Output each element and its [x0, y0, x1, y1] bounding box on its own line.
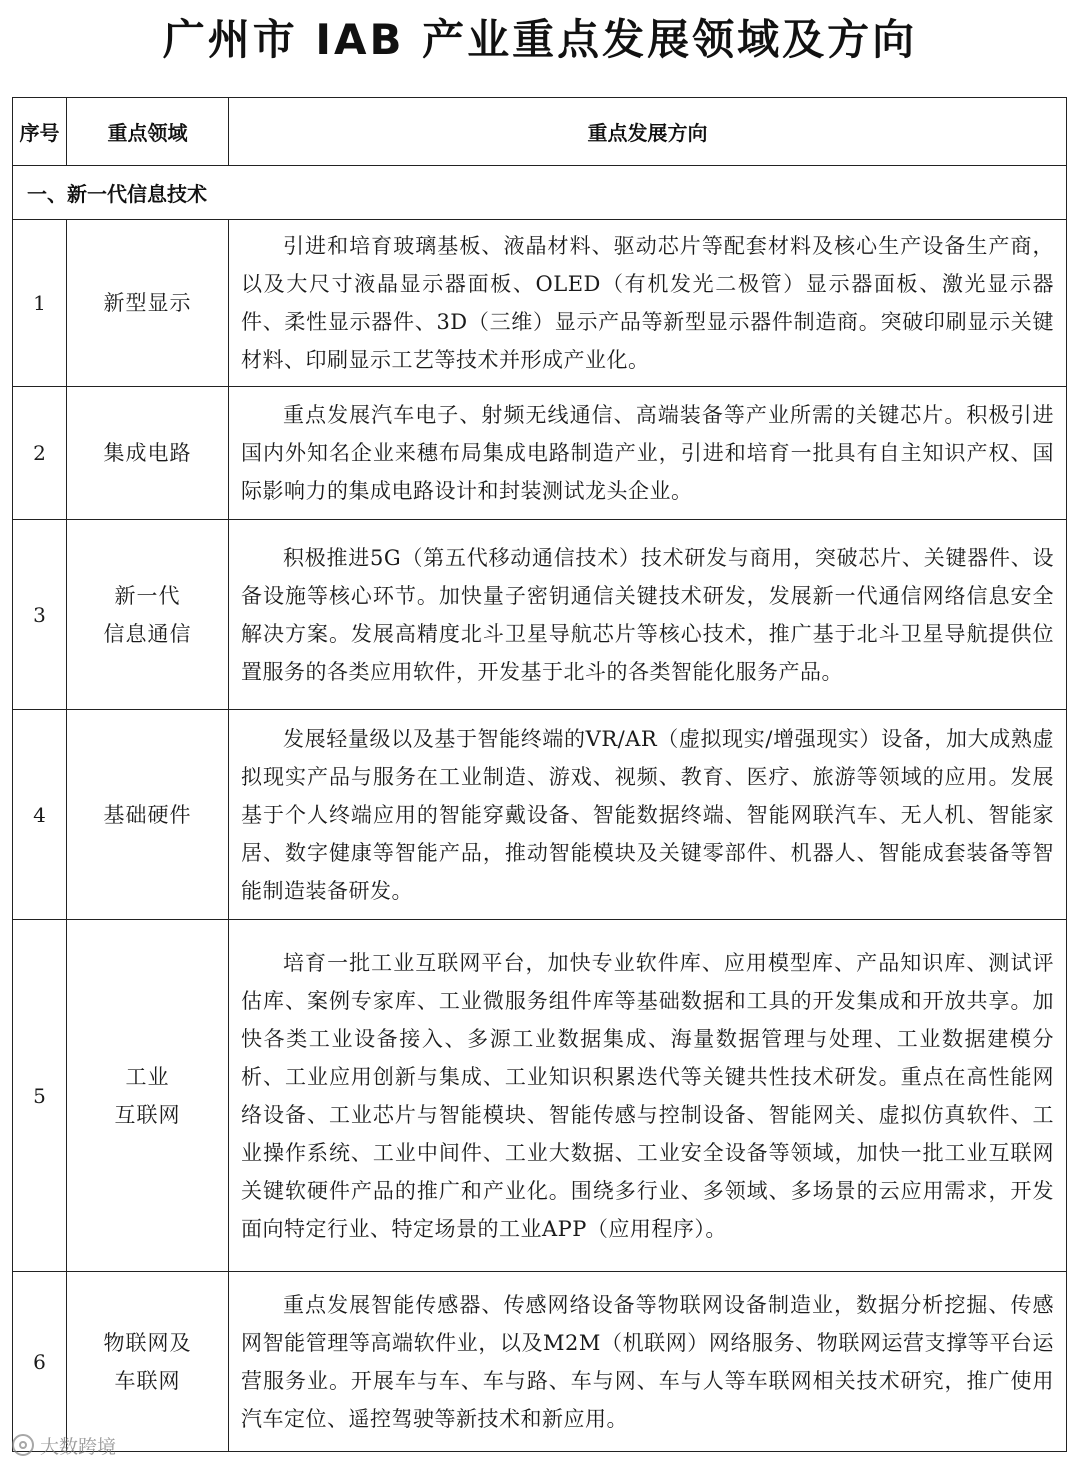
header-num: 序号	[13, 98, 67, 166]
table-row	[13, 1272, 1067, 1452]
row-domain-line: 车联网	[114, 1368, 181, 1393]
row-direction: 积极推进5G（第五代移动通信技术）技术研发与商用，突破芯片、关键器件、设备设施等核心环节。加快量子密钥通信关键技术研发，发展新一代通信网络信息安全解决方案。发展高精度北斗卫星导航芯片等核心技术，推广基于北斗卫星导航提供位置服务的各类应用软件，开发基于北斗的各类智能化服务产品。	[229, 520, 1067, 710]
table-row	[13, 520, 1067, 710]
row-domain-line: 新型显示	[103, 291, 192, 315]
row-num: 4	[13, 710, 67, 920]
watermark-logo-icon	[12, 1434, 34, 1456]
table-row	[13, 387, 1067, 520]
row-direction: 引进和培育玻璃基板、液晶材料、驱动芯片等配套材料及核心生产设备生产商，以及大尺寸液晶显示器面板、OLED（有机发光二极管）显示器面板、激光显示器件、柔性显示器件、3D（三维）显示产品等新型显示器件制造商。突破印刷显示关键材料、印刷显示工艺等技术并形成产业化。	[229, 220, 1067, 387]
section-title: 一、新一代信息技术	[13, 166, 1067, 220]
row-num: 6	[13, 1272, 67, 1452]
row-direction: 重点发展智能传感器、传感网络设备等物联网设备制造业，数据分析挖掘、传感网智能管理等高端软件业，以及M2M（机联网）网络服务、物联网运营支撑等平台运营服务业。开展车与车、车与路、车与网、车与人等车联网相关技术研究，推广使用汽车定位、遥控驾驶等新技术和新应用。	[229, 1272, 1067, 1452]
row-domain-line: 互联网	[114, 1102, 181, 1127]
table-row	[13, 920, 1067, 1272]
page-title: 广州市 IAB 产业重点发展领域及方向	[162, 15, 918, 64]
row-domain-line: 工业	[125, 1064, 170, 1089]
watermark-text: 大数跨境	[40, 1435, 117, 1458]
row-num: 5	[13, 920, 67, 1272]
row-domain	[67, 220, 229, 387]
row-domain	[67, 1272, 229, 1452]
row-num: 3	[13, 520, 67, 710]
header-domain: 重点领域	[67, 98, 229, 166]
row-domain-line: 物联网及	[103, 1330, 192, 1355]
table-header-row	[13, 98, 1067, 166]
table-row	[13, 220, 1067, 387]
row-domain	[67, 920, 229, 1272]
row-domain-line: 集成电路	[103, 441, 192, 465]
row-num: 2	[13, 387, 67, 520]
section-row	[13, 166, 1067, 220]
row-domain-line: 基础硬件	[103, 802, 192, 827]
row-direction: 发展轻量级以及基于智能终端的VR/AR（虚拟现实/增强现实）设备，加大成熟虚拟现实产品与服务在工业制造、游戏、视频、教育、医疗、旅游等领域的应用。发展基于个人终端应用的智能穿戴设备、智能数据终端、智能网联汽车、无人机、智能家居、数字健康等智能产品，推动智能模块及关键零部件、机器人、智能成套装备等智能制造装备研发。	[229, 710, 1067, 920]
watermark	[12, 1430, 116, 1460]
table-row	[13, 710, 1067, 920]
header-direction: 重点发展方向	[229, 98, 1067, 166]
row-domain	[67, 387, 229, 520]
row-domain	[67, 520, 229, 710]
row-domain	[67, 710, 229, 920]
row-direction: 培育一批工业互联网平台，加快专业软件库、应用模型库、产品知识库、测试评估库、案例专家库、工业微服务组件库等基础数据和工具的开发集成和开放共享。加快各类工业设备接入、多源工业数据集成、海量数据管理与处理、工业数据建模分析、工业应用创新与集成、工业知识积累迭代等关键共性技术研发。重点在高性能网络设备、工业芯片与智能模块、智能传感与控制设备、智能网关、虚拟仿真软件、工业操作系统、工业中间件、工业大数据、工业安全设备等领域，加快一批工业互联网关键软硬件产品的推广和产业化。围绕多行业、多领域、多场景的云应用需求，开发面向特定行业、特定场景的工业APP（应用程序）。	[229, 920, 1067, 1272]
row-domain-line: 新一代	[114, 583, 181, 608]
row-num: 1	[13, 220, 67, 387]
focus-areas-table	[12, 97, 1067, 1452]
row-direction: 重点发展汽车电子、射频无线通信、高端装备等产业所需的关键芯片。积极引进国内外知名企业来穗布局集成电路制造产业，引进和培育一批具有自主知识产权、国际影响力的集成电路设计和封装测试龙头企业。	[229, 387, 1067, 520]
row-domain-line: 信息通信	[103, 621, 192, 646]
